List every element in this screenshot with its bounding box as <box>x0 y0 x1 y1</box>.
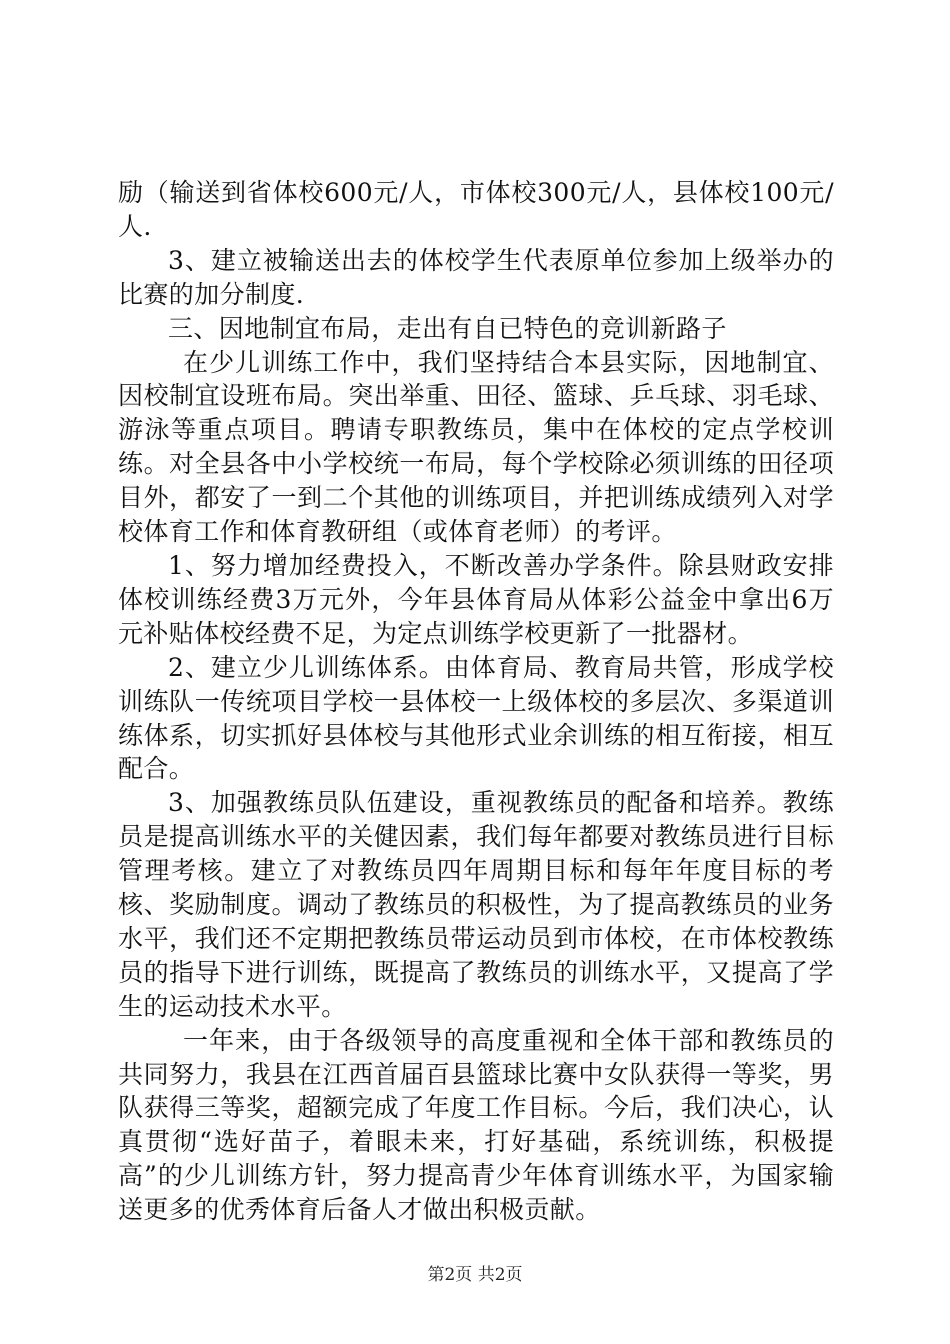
document-body <box>118 176 834 1227</box>
section-heading: 三、因地制宜布局，走出有自已特色的竞训新路子 <box>168 313 727 343</box>
page-footer: 第2页 共2页 <box>427 1265 523 1285</box>
paragraph-2: 3、建立被输送出去的体校学生代表原单位参加上级举办的比赛的加分制度. <box>118 245 834 309</box>
paragraph-4: 在少儿训练工作中，我们坚持结合本县实际，因地制宜、因校制宜设班布局。突出举重、田径、篮球、乒乓球、羽毛球、游泳等重点项目。聘请专职教练员，集中在体校的定点学校训练。对全县各中小学校统一布局，每个学校除必须训练的田径项目外，都安了一到二个其他的训练项目，并把训练成绩列入对学校体育工作和体育教研组（或体育老师）的考评。 <box>118 347 834 547</box>
paragraph-5: 1、努力增加经费投入，不断改善办学条件。除县财政安排体校训练经费3万元外，今年县体育局从体彩公益金中拿出6万元补贴体校经费不足，为定点训练学校更新了一批器材。 <box>118 550 834 648</box>
paragraph-7: 3、加强教练员队伍建设，重视教练员的配备和培养。教练员是提高训练水平的关健因素，我们每年都要对教练员进行目标管理考核。建立了对教练员四年周期目标和每年年度目标的考核、奖励制度。调动了教练员的积极性，为了提高教练员的业务水平，我们还不定期把教练员带运动员到市体校，在市体校教练员的指导下进行训练，既提高了教练员的训练水平，又提高了学生的运动技术水平。 <box>118 788 834 1021</box>
paragraph-8: 一年来，由于各级领导的高度重视和全体干部和教练员的共同努力，我县在江西首届百县篮球比赛中女队获得一等奖，男队获得三等奖，超额完成了年度工作目标。今后，我们决心，认真贯彻“选好苗子，着眼未来，打好基础，系统训练，积极提高”的少儿训练方针，努力提高青少年体育训练水平，为国家输送更多的优秀体育后备人才做出积极贡献。 <box>118 1025 834 1225</box>
paragraph-1: 励（输送到省体校600元/人，市体校300元/人，县体校100元/人. <box>118 178 834 241</box>
paragraph-6: 2、建立少儿训练体系。由体育局、教育局共管，形成学校训练队一传统项目学校一县体校一上级体校的多层次、多渠道训练体系，切实抓好县体校与其他形式业余训练的相互衔接，相互配合。 <box>118 652 834 784</box>
